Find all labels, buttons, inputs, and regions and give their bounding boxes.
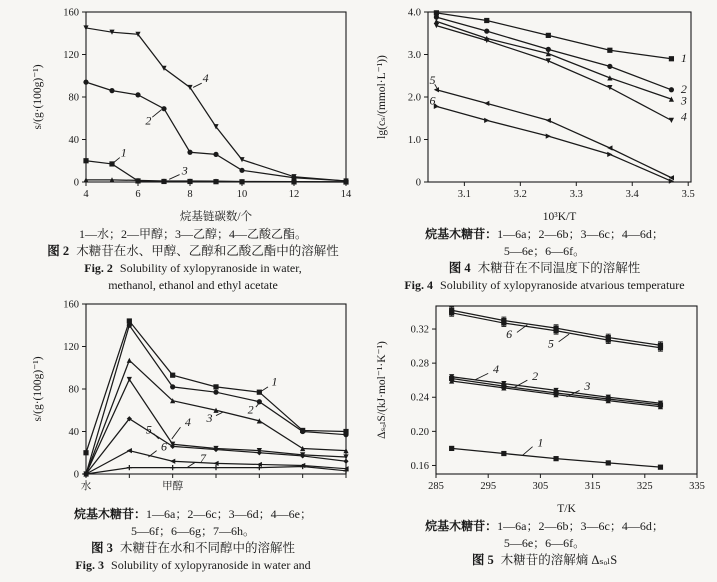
fig4-legend-prefix: 烷基木糖苷：: [425, 227, 498, 241]
fig4-caption-en: [372, 277, 717, 294]
fig3-title-cn: 木糖苷在水和不同醇中的溶解性: [119, 541, 295, 555]
svg-text:4.0: 4.0: [407, 7, 421, 19]
fig4-caption-cn: [372, 260, 717, 277]
svg-text:335: 335: [689, 481, 705, 492]
svg-text:285: 285: [428, 481, 444, 492]
fig4-legend-text2: 5—6e；6—6f。: [503, 244, 586, 258]
figure-5: [372, 298, 717, 569]
svg-text:3.3: 3.3: [569, 189, 583, 200]
fig3-legend-text1: 1—6a；2—6c；3—6d；4—6e；: [146, 507, 312, 521]
svg-text:3.4: 3.4: [625, 189, 639, 200]
fig3-chart: [28, 296, 358, 504]
svg-text:120: 120: [63, 50, 79, 61]
fig3-legend-prefix: 烷基木糖苷：: [74, 507, 147, 521]
fig4-chart: [372, 4, 717, 224]
svg-text:160: 160: [63, 7, 79, 19]
svg-text:5: 5: [429, 72, 436, 87]
svg-text:295: 295: [480, 481, 497, 492]
svg-text:80: 80: [68, 384, 79, 396]
svg-text:s/(g·(100g)⁻¹): s/(g·(100g)⁻¹): [32, 356, 44, 422]
svg-text:5: 5: [145, 422, 152, 437]
fig5-title-cn: 木糖苷的溶解熵 ΔₛₒₗS: [500, 553, 618, 567]
svg-text:4: 4: [202, 70, 209, 85]
svg-text:6: 6: [506, 326, 513, 341]
svg-text:0.32: 0.32: [410, 324, 429, 336]
fig4-legend-text1: 1—6a；2—6b；3—6c；4—6d；: [497, 227, 664, 241]
fig2-title-cn: 木糖苷在水、甲醇、乙醇和乙酸乙酯中的溶解性: [76, 244, 339, 258]
svg-text:2: 2: [680, 81, 687, 96]
fig2-number-en: Fig. 2: [84, 261, 113, 275]
svg-text:0.28: 0.28: [410, 358, 429, 370]
figure-4: [372, 4, 717, 294]
fig4-series-legend-line2: [372, 243, 717, 260]
svg-text:0.20: 0.20: [410, 426, 429, 438]
fig5-series-legend-line2: [372, 535, 717, 552]
svg-text:3.2: 3.2: [513, 189, 527, 200]
svg-text:0: 0: [73, 177, 79, 189]
svg-text:2: 2: [247, 402, 254, 417]
svg-text:1: 1: [680, 50, 687, 65]
svg-text:4: 4: [680, 109, 687, 124]
fig2-title-en-line2: methanol, ethanol and ethyl acetate: [108, 278, 278, 292]
svg-text:1: 1: [120, 145, 127, 160]
fig5-caption: [372, 518, 717, 569]
svg-text:0.16: 0.16: [410, 460, 429, 472]
fig2-number-cn: 图 2: [47, 244, 70, 258]
svg-text:3: 3: [181, 163, 188, 178]
fig5-series-legend-line1: [372, 518, 717, 535]
fig2-series-legend: [26, 226, 360, 243]
svg-text:3: 3: [206, 410, 213, 425]
svg-text:1: 1: [537, 435, 544, 450]
svg-text:1.0: 1.0: [407, 135, 421, 146]
fig3-number-cn: 图 3: [91, 541, 113, 555]
svg-text:5: 5: [547, 336, 554, 351]
svg-text:水: 水: [80, 481, 92, 492]
svg-text:10: 10: [236, 189, 248, 200]
fig4-series-legend-line1: [372, 226, 717, 243]
svg-text:6: 6: [429, 93, 436, 108]
figure-2: [26, 4, 360, 294]
svg-text:12: 12: [288, 189, 300, 200]
svg-text:T/K: T/K: [557, 503, 576, 515]
fig3-caption: [26, 506, 360, 574]
svg-text:3.5: 3.5: [681, 189, 695, 200]
svg-text:甲醇: 甲醇: [162, 481, 184, 492]
fig3-number-en: Fig. 3: [75, 558, 105, 572]
svg-text:2: 2: [145, 113, 152, 128]
svg-text:4: 4: [83, 189, 89, 200]
svg-text:325: 325: [636, 481, 653, 492]
fig2-caption-en2: [26, 277, 360, 294]
svg-text:40: 40: [68, 135, 79, 146]
fig2-chart: [28, 4, 358, 224]
svg-text:14: 14: [340, 189, 352, 200]
svg-text:2: 2: [532, 368, 539, 383]
fig2-caption-cn: [26, 243, 360, 260]
fig3-caption-en: [26, 557, 360, 574]
svg-text:3.0: 3.0: [407, 50, 421, 61]
svg-text:lg(cₛ/(mmol·L⁻¹)): lg(cₛ/(mmol·L⁻¹)): [376, 55, 388, 139]
svg-text:0.24: 0.24: [410, 392, 429, 404]
svg-text:1: 1: [271, 374, 278, 389]
fig4-title-en: Solubility of xylopyranoside atvarious temperature: [440, 278, 685, 292]
fig2-caption: [26, 226, 360, 294]
svg-text:0: 0: [415, 177, 421, 189]
fig2-legend-text: 1—水；2—甲醇；3—乙醇；4—乙酸乙酯。: [78, 227, 307, 241]
svg-text:7: 7: [200, 451, 206, 466]
fig3-series-legend-line1: [26, 506, 360, 523]
fig5-caption-cn: [372, 552, 717, 569]
svg-text:10³K/T: 10³K/T: [542, 211, 577, 223]
fig5-legend-text2: 5—6e；6—6f。: [503, 536, 586, 550]
fig4-title-cn: 木糖苷在不同温度下的溶解性: [477, 261, 641, 275]
fig4-caption: [372, 226, 717, 294]
svg-text:4: 4: [493, 361, 500, 376]
svg-text:160: 160: [63, 299, 79, 311]
svg-text:3: 3: [680, 93, 687, 108]
svg-text:3: 3: [584, 379, 591, 394]
fig5-number-cn: 图 5: [471, 553, 494, 567]
svg-text:3.1: 3.1: [457, 189, 471, 200]
fig5-legend-text1: 1—6a；2—6b；3—6c；4—6d；: [497, 519, 664, 533]
svg-text:40: 40: [68, 427, 79, 438]
svg-text:80: 80: [68, 92, 79, 104]
fig4-number-cn: 图 4: [448, 261, 471, 275]
fig5-legend-prefix: 烷基木糖苷：: [425, 519, 498, 533]
svg-text:2.0: 2.0: [407, 92, 421, 104]
svg-text:4: 4: [184, 415, 191, 429]
svg-text:120: 120: [63, 342, 79, 353]
svg-text:315: 315: [584, 481, 601, 492]
fig3-series-legend-line2: [26, 523, 360, 540]
fig2-caption-en: [26, 260, 360, 277]
svg-text:烷基链碳数/个: 烷基链碳数/个: [179, 211, 253, 223]
fig5-chart: [372, 298, 717, 516]
svg-text:6: 6: [161, 439, 167, 454]
svg-text:8: 8: [187, 189, 193, 200]
fig3-legend-text2: 5—6f；6—6g；7—6h。: [131, 524, 255, 538]
fig3-title-en: Solubility of xylopyranoside in water and: [111, 558, 311, 572]
svg-text:ΔₛₒₗS/(kJ·mol⁻¹·K⁻¹): ΔₛₒₗS/(kJ·mol⁻¹·K⁻¹): [376, 341, 388, 439]
fig4-number-en: Fig. 4: [404, 278, 434, 292]
svg-text:305: 305: [532, 481, 549, 492]
figure-3: [26, 296, 360, 574]
svg-text:0: 0: [73, 469, 79, 481]
fig3-caption-cn: [26, 540, 360, 557]
svg-text:6: 6: [135, 189, 141, 200]
fig2-title-en-line1: Solubility of xylopyranoside in water,: [119, 261, 302, 275]
svg-text:s/(g·(100g)⁻¹): s/(g·(100g)⁻¹): [32, 64, 44, 130]
